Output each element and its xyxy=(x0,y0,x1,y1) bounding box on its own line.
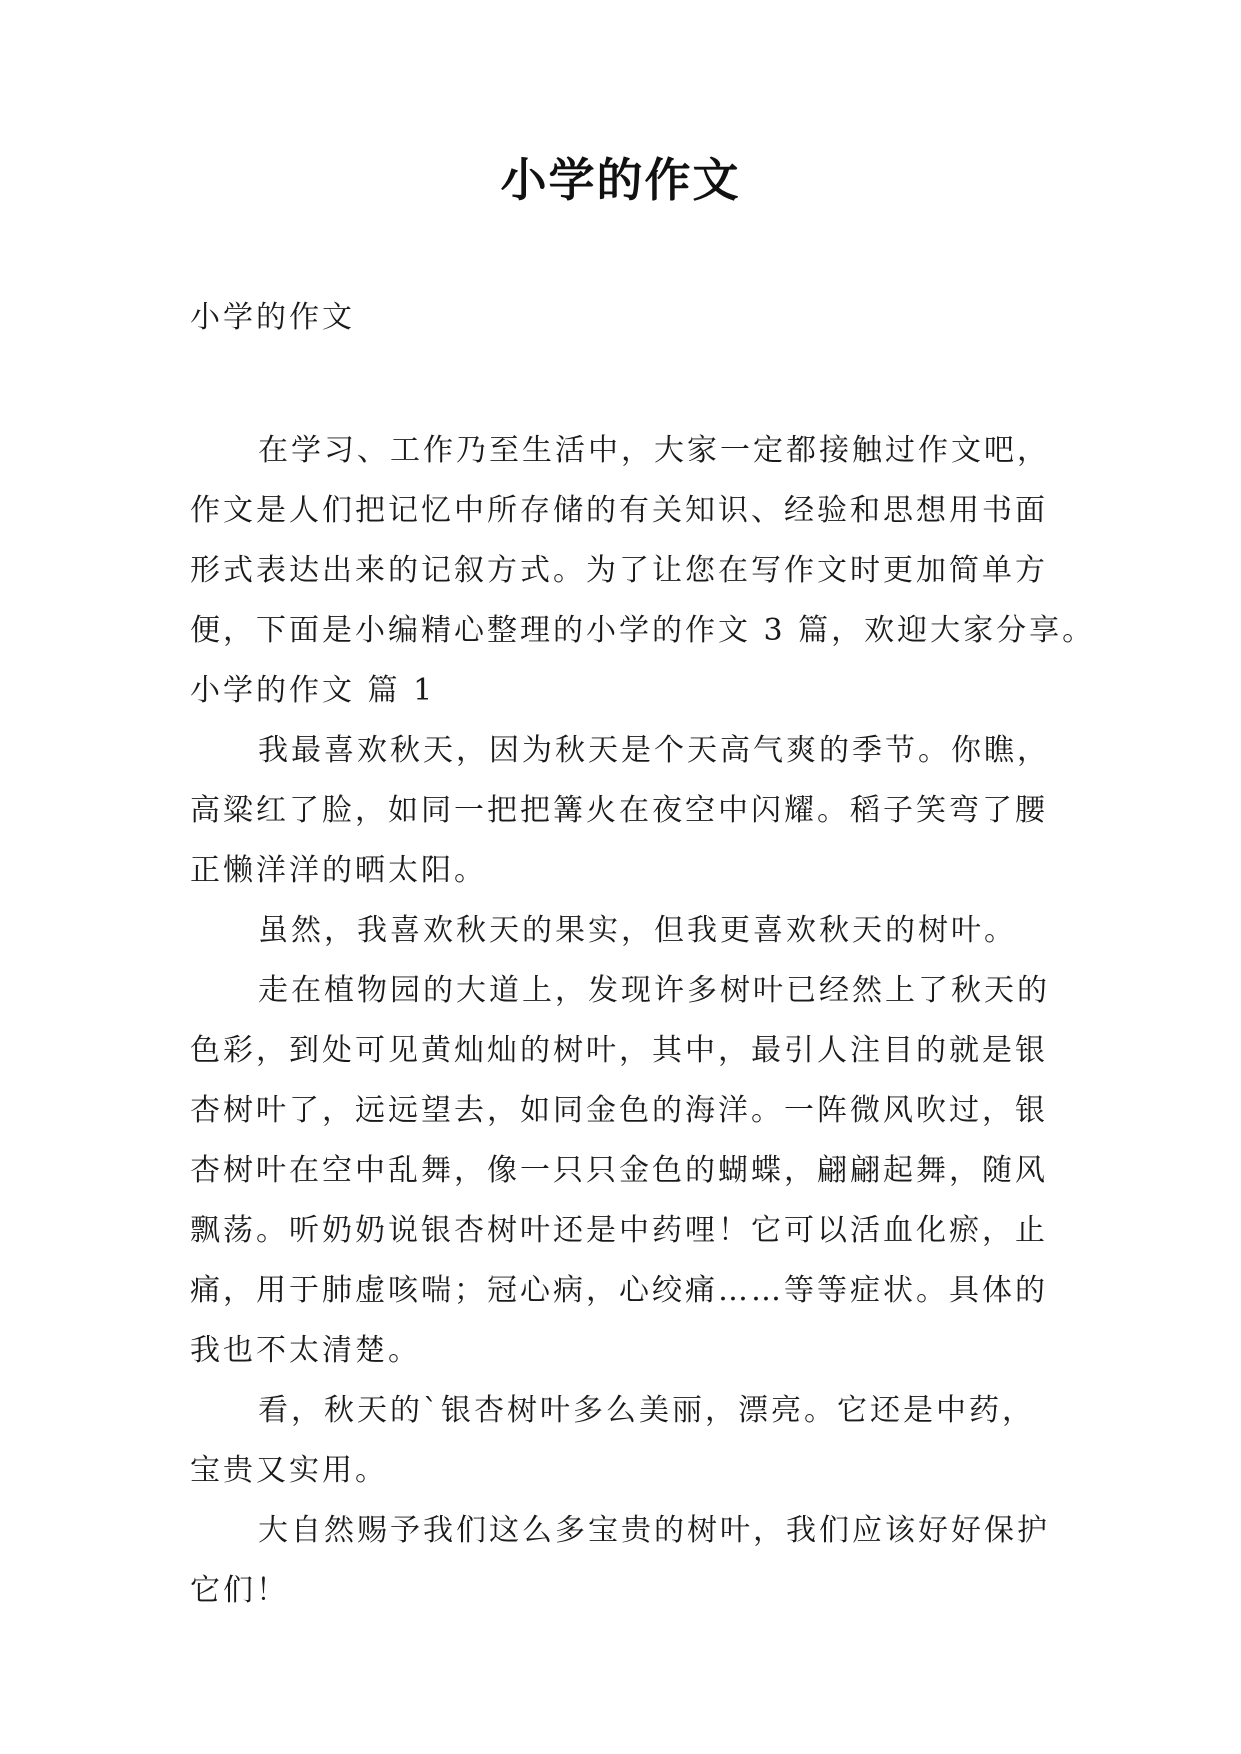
body-line: 我最喜欢秋天，因为秋天是个天高气爽的季节。你瞧， xyxy=(258,733,1050,768)
body-line: 痛，用于肺虚咳喘；冠心病，心绞痛……等等症状。具体的 xyxy=(190,1273,1048,1308)
body-line: 飘荡。听奶奶说银杏树叶还是中药哩！它可以活血化瘀，止 xyxy=(190,1213,1048,1248)
body-line: 色彩，到处可见黄灿灿的树叶，其中，最引人注目的就是银 xyxy=(190,1033,1048,1068)
body-line: 我也不太清楚。 xyxy=(190,1333,421,1368)
body-line: 看，秋天的`银杏树叶多么美丽，漂亮。它还是中药， xyxy=(258,1393,1035,1428)
body-line: 便，下面是小编精心整理的小学的作文 3 篇，欢迎大家分享。 xyxy=(190,613,1096,648)
body-line: 高粱红了脸，如同一把把篝火在夜空中闪耀。稻子笑弯了腰 xyxy=(190,793,1048,828)
document-body xyxy=(190,288,1096,1621)
body-line: 大自然赐予我们这么多宝贵的树叶，我们应该好好保护 xyxy=(258,1513,1050,1548)
body-line: 在学习、工作乃至生活中，大家一定都接触过作文吧， xyxy=(258,433,1050,468)
document-subtitle: 小学的作文 xyxy=(190,300,355,335)
section-heading: 小学的作文 篇 1 xyxy=(190,673,436,708)
body-line: 走在植物园的大道上，发现许多树叶已经然上了秋天的 xyxy=(258,973,1050,1008)
body-line: 宝贵又实用。 xyxy=(190,1453,388,1488)
body-line: 正懒洋洋的晒太阳。 xyxy=(190,853,487,888)
body-line: 杏树叶了，远远望去，如同金色的海洋。一阵微风吹过，银 xyxy=(190,1093,1048,1128)
body-line: 虽然，我喜欢秋天的果实，但我更喜欢秋天的树叶。 xyxy=(258,913,1017,948)
body-line: 杏树叶在空中乱舞，像一只只金色的蝴蝶，翩翩起舞，随风 xyxy=(190,1153,1048,1188)
body-line: 形式表达出来的记叙方式。为了让您在写作文时更加简单方 xyxy=(190,553,1048,588)
body-line: 它们！ xyxy=(190,1573,289,1608)
body-line: 作文是人们把记忆中所存储的有关知识、经验和思想用书面 xyxy=(190,493,1048,528)
document-title: 小学的作文 xyxy=(500,153,741,207)
paragraph-gap xyxy=(190,348,1060,421)
